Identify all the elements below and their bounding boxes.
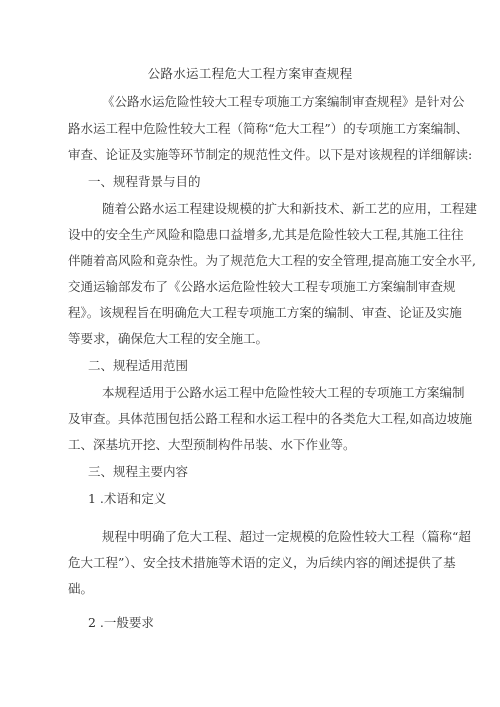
paragraph-line: 伴随着高风险和竟杂性。为了规范危大工程的安全管理,提高施工安全水平,	[68, 253, 476, 268]
intro-line: 路水运工程中危险性较大工程（简称“危大工程”）的专项施工方案编制、	[68, 121, 469, 136]
paragraph-line: 等要求，确保危大工程的安全施工。	[68, 331, 269, 346]
subsection-heading: 2 .一般要求	[88, 615, 154, 630]
intro-line: 审查、论证及实施等环节制定的规范性文件。以下是对该规程的详细解读:	[68, 147, 473, 162]
paragraph-line: 及审查。具体范围包括公路工程和水运工程中的各类危大工程,如高边坡施	[68, 411, 472, 426]
paragraph-line: 程》。该规程旨在明确危大工程专项施工方案的编制、审查、论证及实施	[68, 305, 462, 320]
paragraph-line: 础。	[68, 581, 94, 596]
document-title: 公路水运工程危大工程方案审查规程	[147, 66, 353, 81]
section-heading: 二、规程适用范围	[88, 358, 189, 373]
paragraph-line: 交通运输部发布了《公路水运危险性较大工程专项施工方案编制审查规	[68, 279, 456, 294]
paragraph-line: 本规程适用于公路水运工程中危险性较大工程的专项施工方案编制	[102, 385, 465, 400]
paragraph-line: 随着公路水运工程建设规模的扩大和新技术、新工艺的应用，工程建	[102, 201, 478, 216]
paragraph-line: 设中的安全生产风险和隐患口益增多,尤其是危险性较大工程,其施工往往	[68, 227, 464, 242]
paragraph-line: 危大工程”）、安全技术措施等术语的定义，为后续内容的阐述提供了基	[68, 555, 456, 570]
intro-line: 《公路水运危险性较大工程专项施工方案编制审查规程》是针对公	[102, 94, 465, 109]
section-heading: 一、规程背景与目的	[88, 174, 201, 189]
section-heading: 三、规程主要内容	[88, 464, 189, 479]
subsection-heading: 1 .术语和定义	[88, 491, 167, 506]
paragraph-line: 规程中明确了危大工程、超过一定规模的危险性较大工程（篇称“超	[102, 529, 471, 544]
paragraph-line: 工、深基坑开挖、大型预制构件吊装、水下作业等。	[68, 437, 356, 452]
